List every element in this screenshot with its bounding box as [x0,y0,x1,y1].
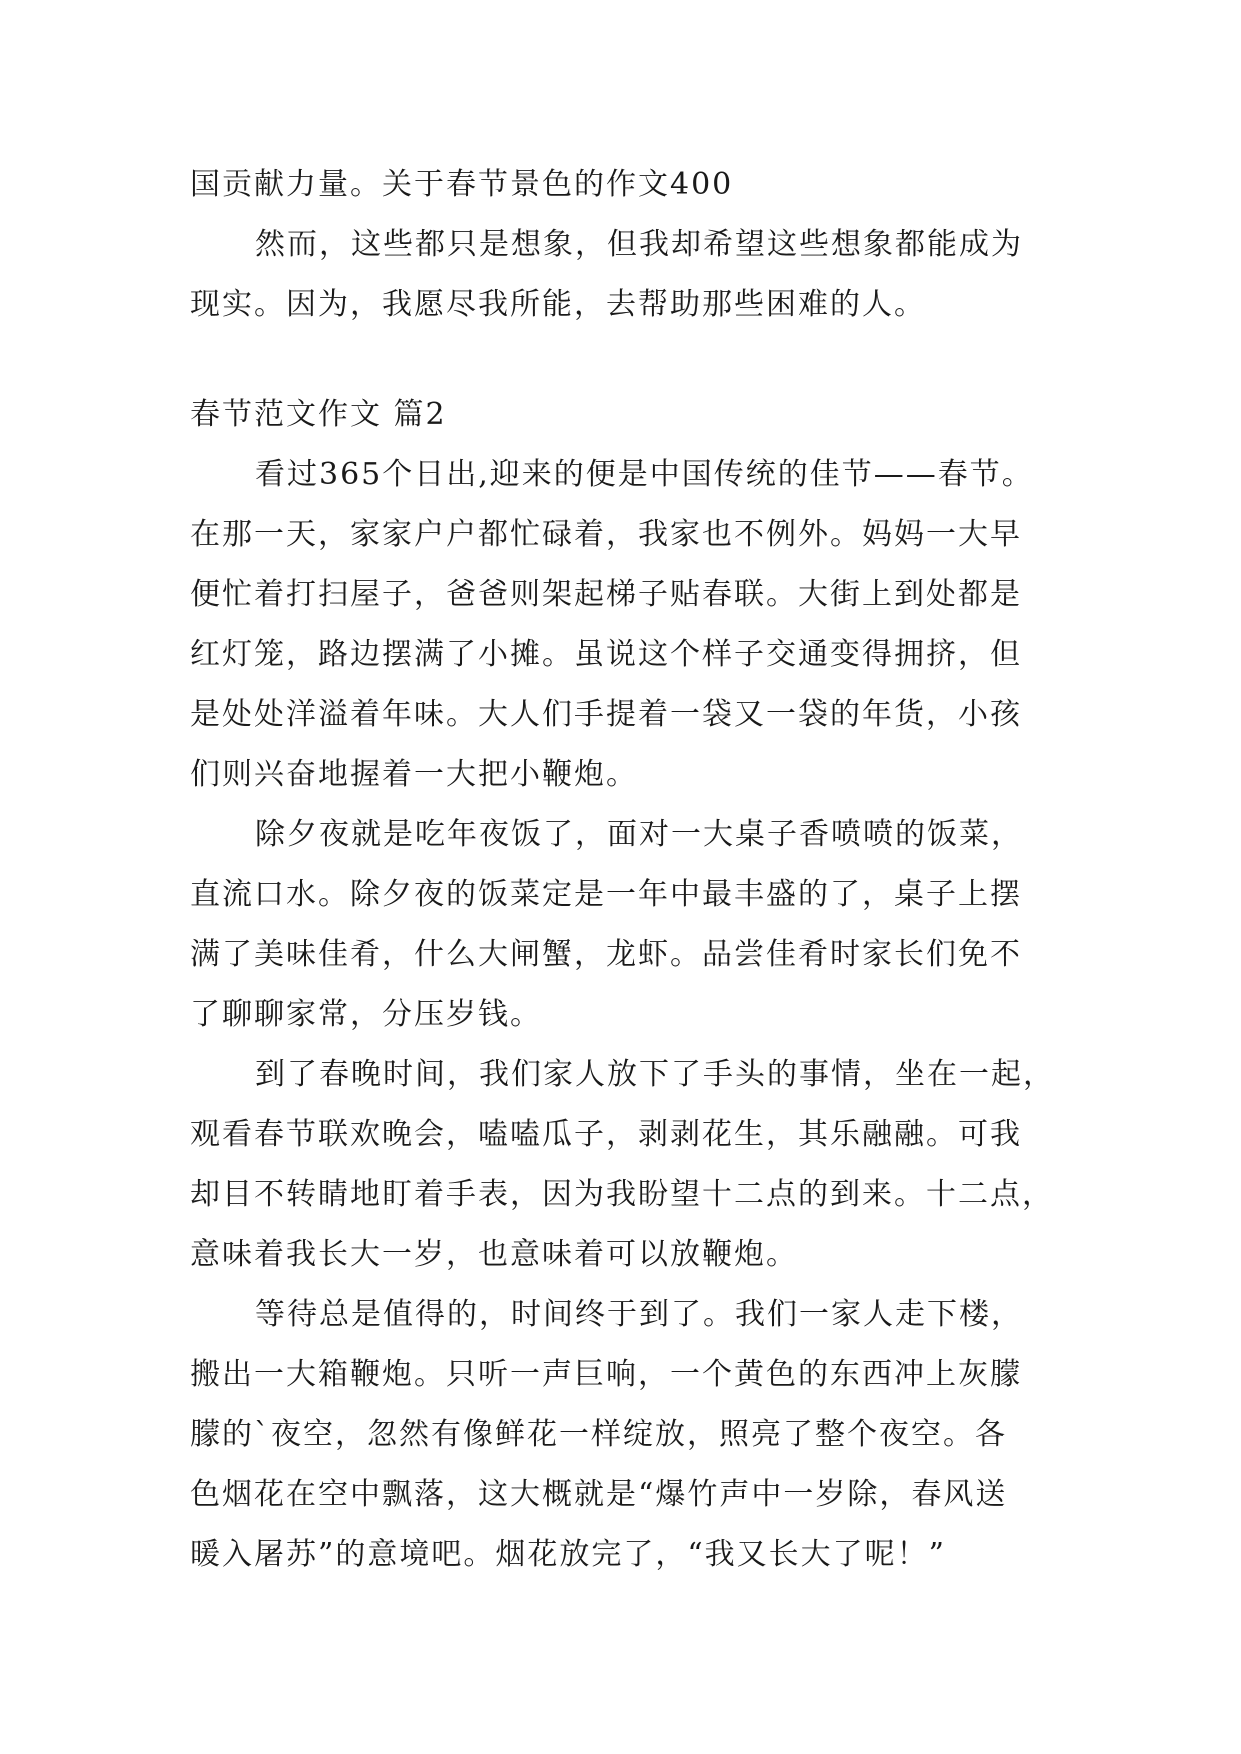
text-line: 国贡献力量。关于春节景色的作文400 [190,167,734,202]
text-line: 却目不转睛地盯着手表，因为我盼望十二点的到来。十二点， [190,1177,1054,1212]
text-line: 满了美味佳肴，什么大闸蟹，龙虾。品尝佳肴时家长们免不 [190,937,1022,972]
text-line: 色烟花在空中飘落，这大概就是“爆竹声中一岁除，春风送 [190,1477,1008,1512]
text-line: 现实。因为，我愿尽我所能，去帮助那些困难的人。 [190,287,926,322]
text-line: 意味着我长大一岁，也意味着可以放鞭炮。 [190,1237,798,1272]
text-line: 搬出一大箱鞭炮。只听一声巨响，一个黄色的东西冲上灰朦 [190,1357,1022,1392]
text-line: 在那一天，家家户户都忙碌着，我家也不例外。妈妈一大早 [190,517,1022,552]
paragraph-line: 除夕夜就是吃年夜饭了，面对一大桌子香喷喷的饭菜， [255,817,1023,852]
text-line: 了聊聊家常，分压岁钱。 [190,997,542,1032]
text-line: 便忙着打扫屋子，爸爸则架起梯子贴春联。大街上到处都是 [190,577,1022,612]
paragraph-line: 看过365个日出,迎来的便是中国传统的佳节——春节。 [255,457,1034,492]
paragraph-line: 等待总是值得的，时间终于到了。我们一家人走下楼， [255,1297,1023,1332]
paragraph-line: 然而，这些都只是想象，但我却希望这些想象都能成为 [255,227,1023,262]
text-line: 直流口水。除夕夜的饭菜定是一年中最丰盛的了，桌子上摆 [190,877,1022,912]
text-line: 是处处洋溢着年味。大人们手提着一袋又一袋的年货，小孩 [190,697,1022,732]
text-line: 朦的`夜空，忽然有像鲜花一样绽放，照亮了整个夜空。各 [190,1417,1007,1452]
section-heading: 春节范文作文 篇2 [190,397,447,432]
text-line: 暖入屠苏”的意境吧。烟花放完了，“我又长大了呢！” [190,1537,947,1572]
text-line: 观看春节联欢晚会，嗑嗑瓜子，剥剥花生，其乐融融。可我 [190,1117,1022,1152]
text-line: 红灯笼，路边摆满了小摊。虽说这个样子交通变得拥挤，但 [190,637,1022,672]
paragraph-line: 到了春晚时间，我们家人放下了手头的事情，坐在一起， [255,1057,1055,1092]
text-line: 们则兴奋地握着一大把小鞭炮。 [190,757,638,792]
